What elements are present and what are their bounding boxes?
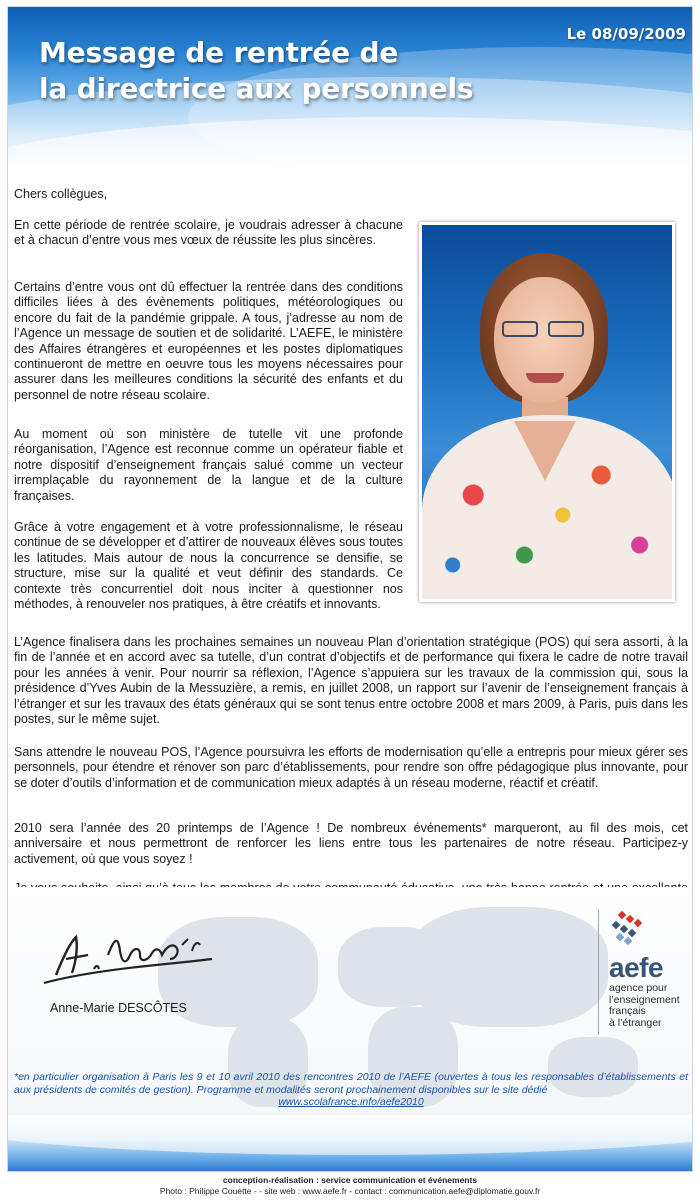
credits-line-2: Photo : Philippe Couette - - site web : www.aefe.fr - contact : communication.aefe@diplomatie.gouv.fr bbox=[159, 1186, 541, 1196]
letter-date: Le 08/09/2009 bbox=[566, 25, 686, 43]
tagline-line-3: français bbox=[609, 1005, 646, 1017]
credits bbox=[0, 1175, 700, 1197]
signatory-name: Anne-Marie DESCÔTES bbox=[50, 1001, 187, 1015]
footnote-link[interactable]: www.scolafrance.info/aefe2010 bbox=[278, 1096, 424, 1109]
page-title-line-2: la directrice aux personnels bbox=[39, 72, 474, 105]
photo-smile bbox=[526, 373, 564, 383]
footnote bbox=[14, 1071, 688, 1109]
credits-line-1: conception-réalisation : service communication et événements bbox=[222, 1175, 478, 1185]
tagline-line-1: agence pour bbox=[609, 982, 668, 994]
footer-swoosh bbox=[8, 1115, 693, 1155]
tagline-line-2: l’enseignement bbox=[609, 993, 680, 1006]
header-banner bbox=[8, 7, 693, 172]
paragraph-4: Grâce à votre engagement et à votre professionnalisme, le réseau continue de se développer et d’attirer de nouveaux élèves sous toutes les latitudes. Mais autour de nous la concurrence se densifie, se structure, mise sur la qualité et veut définir des standards. Ce contexte très concurrentiel doit nous inciter à questionner nos méthodes, à renouveler nos pratiques, à être créatifs et innovants. bbox=[14, 520, 403, 612]
tagline-line-4: à l’étranger bbox=[609, 1016, 662, 1029]
photo-face bbox=[494, 277, 594, 403]
director-photo bbox=[419, 222, 675, 602]
paragraph-7: 2010 sera l’année des 20 printemps de l’Agence ! De nombreux événements* marqueront, au fil des mois, cet anniversaire et nous permettront de renforcer les liens entre tous les partenaires de notre réseau. Participez-y activement, où que vous soyez ! bbox=[14, 821, 688, 866]
aefe-logo bbox=[598, 910, 693, 1035]
photo-glasses bbox=[502, 321, 586, 339]
page-title-line-1: Message de rentrée de bbox=[39, 36, 399, 69]
letter-frame bbox=[7, 6, 693, 1172]
paragraph-5: L’Agence finalisera dans les prochaines semaines un nouveau Plan d’orientation stratégique (POS) qui sera assorti, à la fin de l’année et en accord avec sa tutelle, d’un contrat d’objectifs et de performance qui fixera le cadre de notre travail pour les années à venir. Pour nourrir sa réflexion, l’Agence s’appuiera sur les travaux de la commission qui, sous la présidence d’Yves Aubin de la Messuzière, a remis, en juillet 2008, un rapport sur l’avenir de l’enseignement français à l’étranger et sur les travaux des états généraux qui se sont tenus entre octobre 2008 et mars 2009, à Paris, puis dans les postes, sur le même sujet. bbox=[14, 635, 688, 727]
greeting: Chers collègues, bbox=[14, 187, 108, 201]
footnote-text: *en particulier organisation à Paris les 9 et 10 avril 2010 des rencontres 2010 de l’AEFE (ouvertes à tous les responsables d’établissements et aux présidents de comités de gestion). Programme et modalités seront prochainement disponibles sur le site dédié bbox=[14, 1071, 688, 1096]
page-title bbox=[39, 35, 559, 107]
signature-image bbox=[36, 925, 216, 995]
paragraph-3: Au moment où son ministère de tutelle vit une profonde réorganisation, l’Agence est reconnue comme un opérateur fiable et notre dispositif d’enseignement français salué comme un vecteur irremplaçable du rayonnement de la langue et de la culture françaises. bbox=[14, 427, 403, 503]
paragraph-6: Sans attendre le nouveau POS, l’Agence poursuivra les efforts de modernisation qu’elle a entrepris pour mieux gérer ses personnels, pour étendre et rénover son parc d’établissements, pour rendre son offre pédagogique plus innovante, pour se doter d’outils d’information et de communication mieux adaptés à un réseau moderne, réactif et créatif. bbox=[14, 745, 688, 790]
aefe-logo-icon bbox=[609, 910, 649, 946]
aefe-logo-tagline bbox=[609, 983, 693, 1029]
aefe-logo-brand: aefe bbox=[609, 952, 664, 983]
paragraph-2: Certains d’entre vous ont dû effectuer la rentrée dans des conditions difficiles liées à des évènements politiques, météorologiques ou encore du fait de la pandémie grippale. A tous, j’adresse au nom de l’Agence un message de soutien et de solidarité. L’AEFE, le ministère des Affaires étrangères et européennes et les postes diplomatiques continueront de mettre en oeuvre tous les moyens nécessaires pour assurer dans les meilleures conditions la sécurité des enfants et du personnel de notre réseau scolaire. bbox=[14, 280, 403, 402]
footer-banner bbox=[8, 1115, 693, 1172]
paragraph-1: En cette période de rentrée scolaire, je voudrais adresser à chacune et à chacun d’entre vous mes vœux de réussite les plus sincères. bbox=[14, 218, 403, 248]
